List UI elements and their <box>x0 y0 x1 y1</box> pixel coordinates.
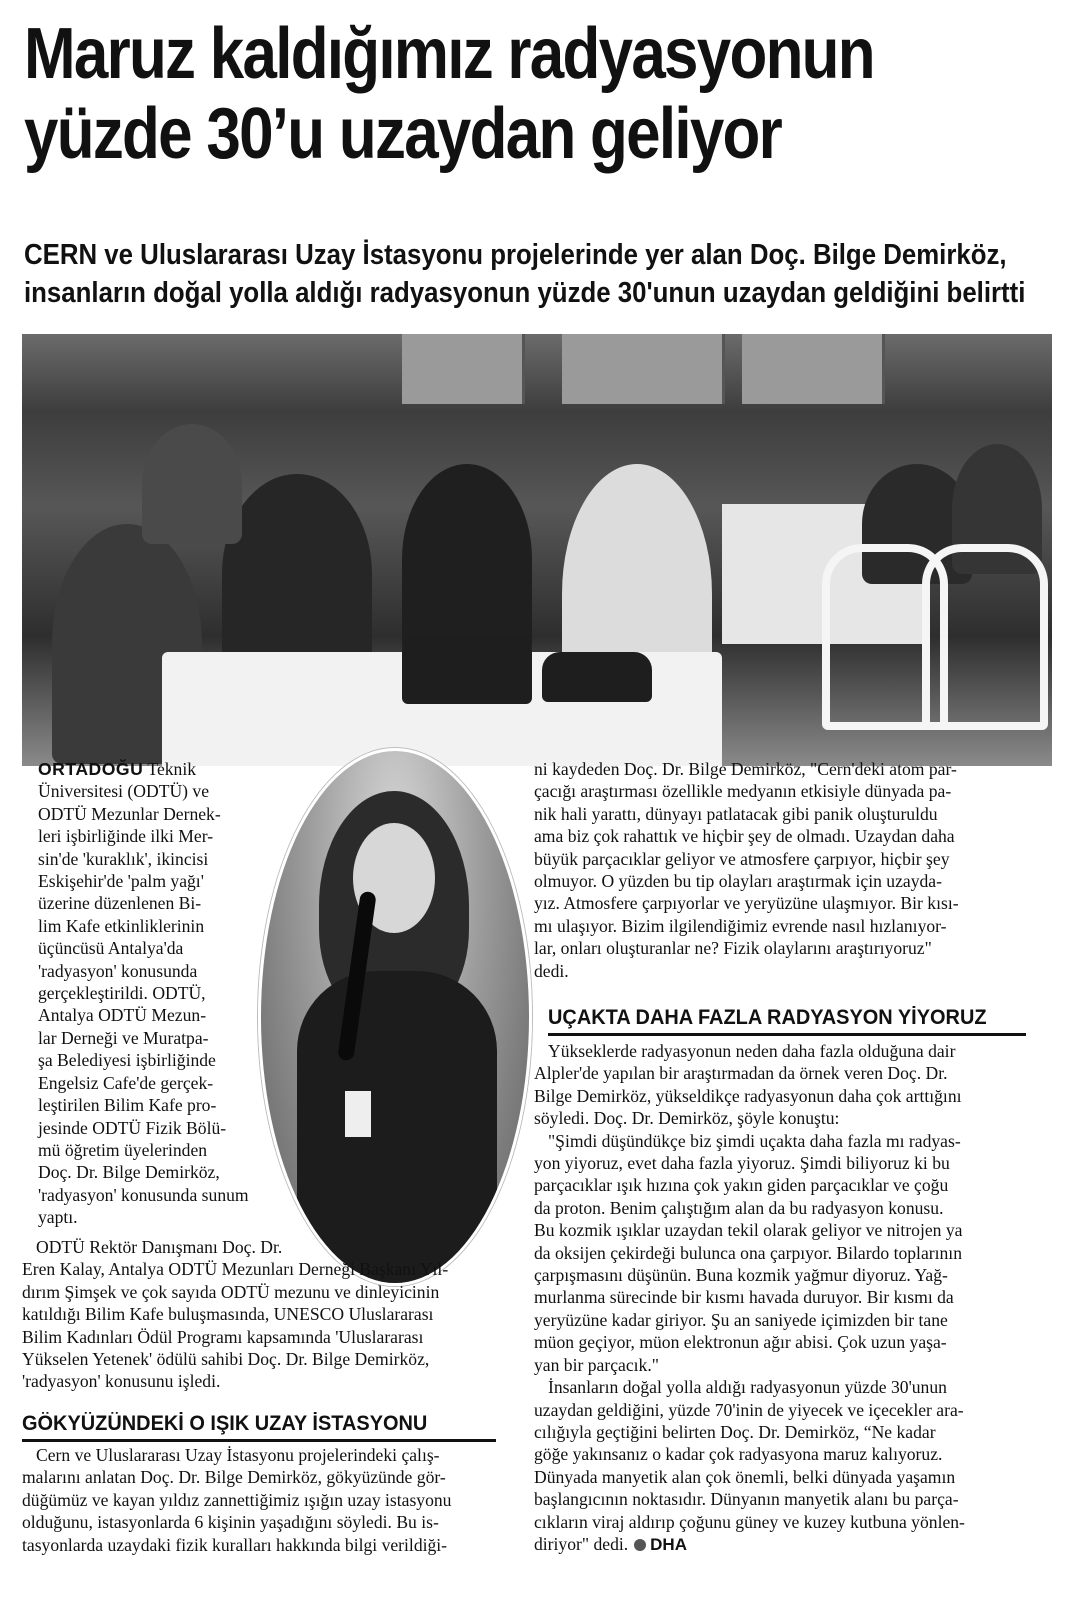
text-line: uzaydan geldiğini, yüzde 70'inin de yiyecek ve içecekler ara- <box>534 1399 964 1420</box>
text-line: göğe yakınsanız o kadar çok radyasyona maruz kalıyoruz. <box>534 1444 943 1465</box>
text-line: da oksijen çekirdeği bulunca ona çarpıyor. Bilardo toplarının <box>534 1242 962 1263</box>
column-2-top <box>534 758 1026 982</box>
section-1-body <box>22 1444 496 1556</box>
text-line: tasyonlarda uzaydaki fizik kuralları hakkında bilgi verildiği- <box>22 1534 448 1555</box>
text-line: Doç. Dr. Bilge Demirköz, <box>38 1162 220 1183</box>
text-line: Bilim Kadınları Ödül Programı kapsamında 'Uluslararası <box>22 1326 424 1347</box>
subhead-text: UÇAKTA DAHA FAZLA RADYASYON YİYORUZ <box>548 1006 987 1029</box>
text-line: büyük parçacıklar geliyor ve atmosfere çarpıyor, hiçbir şey <box>534 848 950 869</box>
deck <box>24 236 1054 312</box>
text-line: söyledi. Doç. Dr. Demirköz, şöyle konuştu: <box>534 1108 840 1129</box>
photo-person <box>222 474 372 674</box>
text-line: yız. Atmosfere çarpıyorlar ve yeryüzüne ulaşmıyor. Bir kısı- <box>534 893 959 914</box>
text-line: jesinde ODTÜ Fizik Bölü- <box>38 1117 227 1138</box>
text-line: düğümüz ve kayan yıldız zannettiğimiz ışığın uzay istasyonu <box>22 1489 452 1510</box>
text-line: üzerine düzenlenen Bi- <box>38 893 202 914</box>
lead-word: ORTADOĞU <box>38 759 144 779</box>
text-line: çacığı araştırması özellikle medyanın etkisiyle dünyada pa- <box>534 781 952 802</box>
text-line: mı ulaşıyor. Bizim ilgilendiğimiz evrende nasıl hızlanıyor- <box>534 915 947 936</box>
text-line: Antalya ODTÜ Mezun- <box>38 1005 207 1026</box>
photo-window <box>402 334 525 404</box>
text-line: Cern ve Uluslararası Uzay İstasyonu projelerindeki çalış- <box>36 1445 440 1465</box>
photo-window <box>562 334 725 404</box>
text-line: olduğunu, istasyonlarda 6 kişinin yaşadığını söyledi. Bu is- <box>22 1512 439 1533</box>
text-line: Bilge Demirköz, yükseldikçe radyasyonun daha çok arttığını <box>534 1085 962 1106</box>
text-line: yeryüzüne kadar giriyor. Şu an saniyede içimizden bir tane <box>534 1309 948 1330</box>
text-line: nik hali yarattı, dünyayı patlatacak gibi panik oluşturuldu <box>534 803 938 824</box>
audience-photo <box>22 334 1052 766</box>
deck-line-1: CERN ve Uluslararası Uzay İstasyonu projelerinde yer alan Doç. Bilge Demirköz, <box>24 239 1007 271</box>
text-line: müon geçiyor, müon elektronun ağır abisi. Çok uzun yaşa- <box>534 1332 947 1353</box>
text-line: Eskişehir'de 'palm yağı' <box>38 871 204 892</box>
column-1-bottom <box>22 1236 496 1393</box>
text-line: Eren Kalay, Antalya ODTÜ Mezunları Derneği Başkanı Yıl- <box>22 1259 449 1280</box>
text-line: Yükselen Yetenek' ödülü sahibi Doç. Dr. Bilge Demirköz, <box>22 1349 430 1370</box>
text-line: mü öğretim üyelerinden <box>38 1139 208 1160</box>
text-line: katıldığı Bilim Kafe buluşmasında, UNESCO Uluslararası <box>22 1304 434 1325</box>
text-line: leri işbirliğinde ilki Mer- <box>38 826 214 847</box>
text-line: ni kaydeden Doç. Dr. Bilge Demirköz, "Cern'deki atom par- <box>534 759 957 779</box>
headline-line-1: Maruz kaldığımız radyasyonun <box>24 14 874 94</box>
photo-handbag <box>402 634 532 704</box>
photo-person <box>402 464 532 654</box>
text-line: 'radyasyon' konusunu işledi. <box>22 1371 221 1392</box>
text-line: Alpler'de yapılan bir araştırmadan da örnek veren Doç. Dr. <box>534 1063 948 1084</box>
text-line: lar Derneği ve Muratpa- <box>38 1027 209 1048</box>
text-line: olmuyor. O yüzden bu tip olayları araştırmak için uzayda- <box>534 871 942 892</box>
text-line: lim Kafe etkinliklerinin <box>38 915 205 936</box>
section-2-body <box>534 1040 1026 1556</box>
text-line: sin'de 'kuraklık', ikincisi <box>38 848 209 869</box>
text-line: şa Belediyesi işbirliğinde <box>38 1050 216 1071</box>
column-1-top <box>38 758 256 1229</box>
text-line: Üniversitesi (ODTÜ) ve <box>38 781 210 802</box>
text-line: malarını anlatan Doç. Dr. Bilge Demirköz, gökyüzünde gör- <box>22 1467 446 1488</box>
text-line: leştirilen Bilim Kafe pro- <box>38 1095 217 1116</box>
text-line: 'radyasyon' konusunda <box>38 960 198 981</box>
text-line: Bu kozmik ışıklar uzaydan tekil olarak geliyor ve nitrojen ya <box>534 1220 963 1241</box>
text-line: parçacıklar ışık hızına çok yakın giden parçacıklar ve çoğu <box>534 1175 949 1196</box>
text-line: gerçekleştirildi. ODTÜ, <box>38 983 206 1004</box>
text-line: üçüncüsü Antalya'da <box>38 938 184 959</box>
text-line: başlangıcının noktasıdır. Dünyanın manyetik alanı bu parça- <box>534 1489 959 1510</box>
text-line: yaptı. <box>38 1207 78 1228</box>
text-line: Yükseklerde radyasyonun neden daha fazla olduğuna dair <box>548 1041 956 1061</box>
photo-person <box>142 424 242 544</box>
text-line: ama biz çok rahattık ve hiçbir şey de olmadı. Uzaydan daha <box>534 826 955 847</box>
text-line: "Şimdi düşündükçe biz şimdi uçakta daha fazla mı radyas- <box>548 1130 961 1151</box>
subhead-gokyuzu <box>22 1412 496 1442</box>
speaker-portrait <box>258 748 532 1286</box>
text-line: İnsanların doğal yolla aldığı radyasyonun yüzde 30'unun <box>548 1377 947 1398</box>
photo-chair <box>922 544 1048 730</box>
text-line: dırım Şimşek ve çok sayıda ODTÜ mezunu ve dinleyicinin <box>22 1281 440 1302</box>
text-line: da proton. Benim çalıştığım alan da bu radyasyon konusu. <box>534 1197 944 1218</box>
text-line <box>38 758 256 780</box>
subhead-ucakta <box>548 1006 1026 1036</box>
text-line: çarpışmasını düşünün. Buna kozmik yağmur diyoruz. Yağ- <box>534 1265 948 1286</box>
closing-line <box>534 1533 1026 1556</box>
text-line: murlanma sürecinde bir kısmı havada duruyor. Bir kısmı da <box>534 1287 954 1308</box>
deck-line-2: insanların doğal yolla aldığı radyasyonun yüzde 30'unun uzaydan geldiğini belirtti <box>24 277 1026 309</box>
text-line: Teknik <box>147 759 197 779</box>
text-line: cılığıyla geçtiğini belirten Doç. Dr. Demirköz, “Ne kadar <box>534 1421 936 1442</box>
headline-line-2: yüzde 30’u uzaydan geliyor <box>24 94 782 174</box>
text-line: yan bir parçacık." <box>534 1354 659 1375</box>
photo-window <box>742 334 885 404</box>
text-line: ODTÜ Mezunlar Dernek- <box>38 803 221 824</box>
text-line: Engelsiz Cafe'de gerçek- <box>38 1072 214 1093</box>
text-line: yon yiyoruz, evet daha fazla yiyoruz. Şimdi biliyoruz ki bu <box>534 1153 950 1174</box>
closing-text: diriyor" dedi. <box>534 1533 629 1554</box>
photo-handbag <box>542 652 652 702</box>
text-line: dedi. <box>534 960 569 981</box>
text-line: lar, onları oluşturanlar ne? Fizik olaylarını araştırıyoruz" <box>534 938 932 959</box>
agency-signature: DHA <box>650 1534 687 1554</box>
text-line: Dünyada manyetik alan çok önemli, belki dünyada yaşamın <box>534 1466 956 1487</box>
text-line: 'radyasyon' konusunda sunum <box>38 1184 249 1205</box>
text-line: ODTÜ Rektör Danışmanı Doç. Dr. <box>36 1237 283 1257</box>
bullet-dot-icon <box>634 1539 646 1551</box>
headline <box>24 14 910 174</box>
text-line: cıkların viraj aldırıp çoğunu güney ve kuzey kutbuna yönlen- <box>534 1511 965 1532</box>
name-badge <box>345 1091 371 1137</box>
subhead-text: GÖKYÜZÜNDEKİ O IŞIK UZAY İSTASYONU <box>22 1412 428 1435</box>
